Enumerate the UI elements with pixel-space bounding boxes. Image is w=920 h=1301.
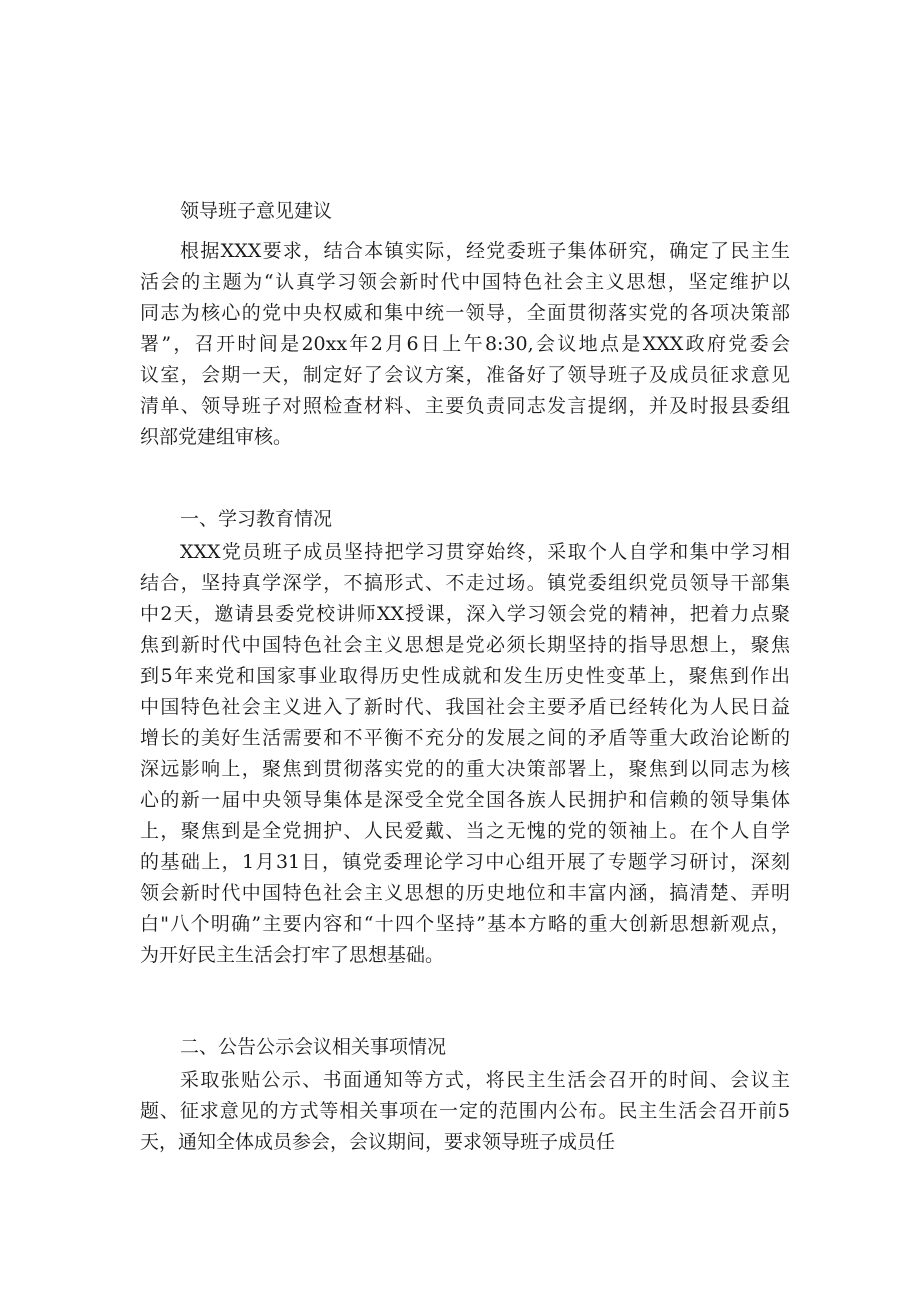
paragraph-line: 领会新时代中国特色社会主义思想的历史地位和丰富内涵，搞清楚、弄明 <box>140 882 790 904</box>
paragraph-line: 中国特色社会主义进入了新时代、我国社会主要矛盾已经转化为人民日益 <box>140 696 790 718</box>
paragraph-line: 白"八个明确”主要内容和“十四个坚持”基本方略的重大创新思想新观点， <box>140 913 790 935</box>
paragraph-line: 天，通知全体成员参会，会议期间，要求领导班子成员任 <box>140 1131 616 1153</box>
paragraph-line: 议室，会期一天，制定好了会议方案，准备好了领导班子及成员征求意见 <box>140 364 790 386</box>
paragraph-line: 深远影响上，聚焦到贯彻落实党的的重大决策部署上，聚焦到以同志为核 <box>140 758 790 780</box>
announcement-paragraph <box>140 1065 790 1158</box>
section-heading-announcement: 二、公告公示会议相关事项情况 <box>180 1036 447 1058</box>
paragraph-line: 为开好民主生活会打牢了思想基础。 <box>140 944 445 966</box>
study-paragraph <box>140 537 790 971</box>
paragraph-line: 清单、领导班子对照检查材料、主要负责同志发言提纲，并及时报县委组 <box>140 395 790 417</box>
intro-paragraph <box>140 236 790 453</box>
paragraph-line: 中2天，邀请县委党校讲师XX授课，深入学习领会党的精神，把着力点聚 <box>140 603 790 625</box>
paragraph-line: 到5年来党和国家事业取得历史性成就和发生历史性变革上，聚焦到作出 <box>140 665 790 687</box>
paragraph-line: 上，聚焦到是全党拥护、人民爱戴、当之无愧的党的领袖上。在个人自学 <box>140 820 790 842</box>
paragraph-line: XXX党员班子成员坚持把学习贯穿始终，采取个人自学和集中学习相 <box>180 541 790 563</box>
paragraph-line: 署”，召开时间是20xx年2月6日上午8:30,会议地点是XXX政府党委会 <box>140 333 790 355</box>
paragraph-line: 织部党建组审核。 <box>140 426 293 448</box>
paragraph-line: 结合，坚持真学深学，不搞形式、不走过场。镇党委组织党员领导干部集 <box>140 572 790 594</box>
paragraph-line: 心的新一届中央领导集体是深受全党全国各族人民拥护和信赖的领导集体 <box>140 789 790 811</box>
paragraph-line: 的基础上，1月31日，镇党委理论学习中心组开展了专题学习研讨，深刻 <box>140 851 790 873</box>
paragraph-line: 根据XXX要求，结合本镇实际，经党委班子集体研究，确定了民主生 <box>180 240 790 262</box>
paragraph-line: 同志为核心的党中央权威和集中统一领导，全面贯彻落实党的各项决策部 <box>140 302 790 324</box>
paragraph-line: 增长的美好生活需要和不平衡不充分的发展之间的矛盾等重大政治论断的 <box>140 727 790 749</box>
paragraph-line: 采取张贴公示、书面通知等方式，将民主生活会召开的时间、会议主 <box>180 1069 790 1091</box>
paragraph-line: 焦到新时代中国特色社会主义思想是党必须长期坚持的指导思想上，聚焦 <box>140 634 790 656</box>
paragraph-line: 活会的主题为“认真学习领会新时代中国特色社会主义思想，坚定维护以 <box>140 271 790 293</box>
paragraph-line: 题、征求意见的方式等相关事项在一定的范围内公布。民主生活会召开前5 <box>140 1100 790 1122</box>
document-title: 领导班子意见建议 <box>180 200 333 222</box>
section-heading-study: 一、学习教育情况 <box>180 508 333 530</box>
